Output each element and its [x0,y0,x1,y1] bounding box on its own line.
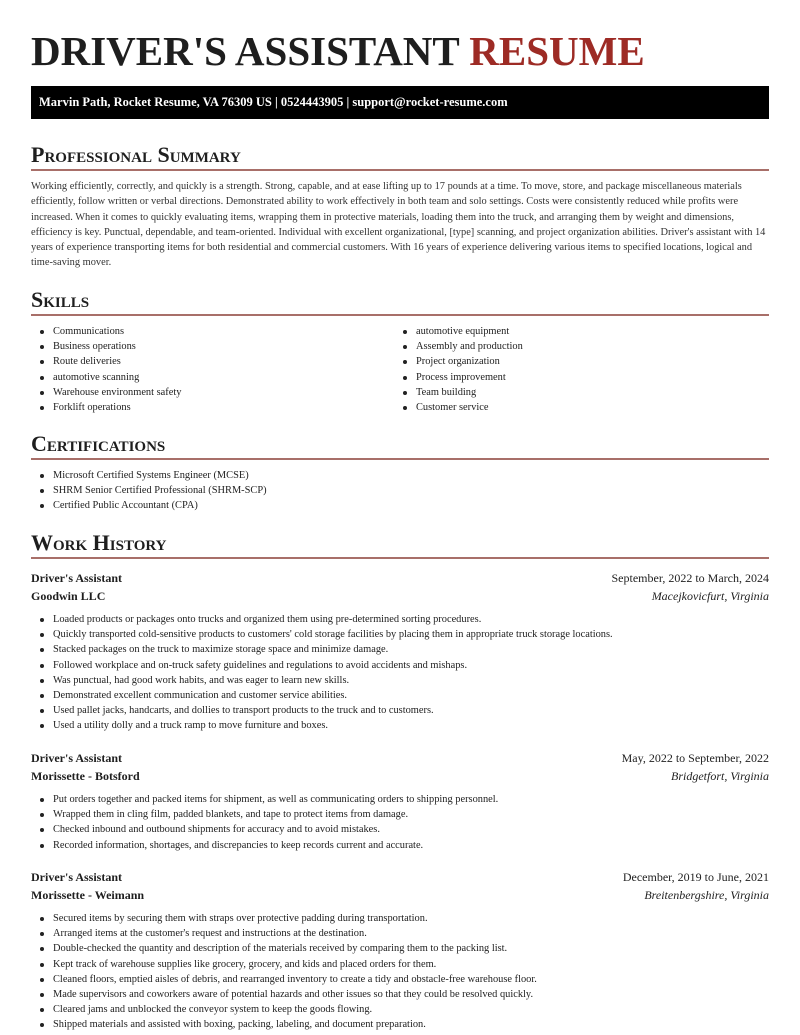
skill-item: Team building [394,385,757,400]
job-bullet: Quickly transported cold-sensitive products to customers' cold storage facilities by placing them in appropriate truck storage locations. [31,627,769,642]
job-bullet: Used a utility dolly and a truck ramp to move furniture and boxes. [31,718,769,733]
skill-item: Project organization [394,354,757,369]
certification-item: Certified Public Accountant (CPA) [31,498,769,513]
job-company: Goodwin LLC [31,589,106,603]
contact-bar: Marvin Path, Rocket Resume, VA 76309 US | 0524443905 | support@rocket-resume.com [31,86,769,119]
job-location: Bridgetfort, Virginia [671,769,769,783]
job-header-row [31,749,769,767]
job-bullet: Made supervisors and coworkers aware of potential hazards and other issues so that they could be resolved quickly. [31,987,769,1002]
skills-list-left [31,324,394,415]
job-bullet: Wrapped them in cling film, padded blankets, and tape to protect items from damage. [31,807,769,822]
job-bullet: Followed workplace and on-truck safety guidelines and regulations to avoid accidents and mishaps. [31,658,769,673]
skill-item: Customer service [394,400,757,415]
job-header-row [31,868,769,886]
work-history-heading: Work History [31,528,769,559]
job-bullets [31,911,769,1033]
certifications-heading: Certifications [31,429,769,460]
job-bullet: Cleared jams and unblocked the conveyor system to keep the goods flowing. [31,1002,769,1017]
job-bullet: Arranged items at the customer's request and instructions at the destination. [31,926,769,941]
job-bullet: Demonstrated excellent communication and customer service abilities. [31,688,769,703]
job-company-row [31,587,769,605]
job-entry [31,868,769,1033]
job-dates: September, 2022 to March, 2024 [611,571,769,585]
job-location: Macejkovicfurt, Virginia [651,589,769,603]
job-bullet: Recorded information, shortages, and discrepancies to keep records current and accurate. [31,838,769,853]
job-title: Driver's Assistant [31,751,122,765]
job-entry [31,749,769,853]
job-bullet: Shipped materials and assisted with boxing, packing, labeling, and document preparation. [31,1017,769,1032]
summary-heading: Professional Summary [31,140,769,171]
job-dates: December, 2019 to June, 2021 [622,870,769,884]
resume-page [0,0,800,119]
job-company-row [31,767,769,785]
certifications-section [31,429,769,514]
skill-item: Route deliveries [31,354,394,369]
skill-item: Business operations [31,339,394,354]
summary-text: Working efficiently, correctly, and quickly is a strength. Strong, capable, and at ease lifting up to 17 pounds at a time. To move, store, and package miscellaneous materials efficiently, follow written or verbal directions. Demonstrated ability to work effectively in both team and solo settings. Costs were consistently reduced while profits were increased. When it comes to quickly evaluating items, wrapping them in protective materials, loading them into the truck, and arranging them by weight and dimensions, efficiency is key. Punctual, dependable, and team-oriented. Individual with excellent organizational, [type] scanning, and project organization abilities. Driver's assistant with 14 years of experience transporting items for both residential and commercial customers. With 16 years of experience delivering various items to specified locations, logical and time-saving mover. [31,181,766,269]
job-bullet: Double-checked the quantity and description of the materials received by comparing them to the packing list. [31,941,769,956]
skill-item: automotive equipment [394,324,757,339]
job-header-row [31,569,769,587]
job-bullet: Put orders together and packed items for shipment, as well as communicating orders to shipping personnel. [31,792,769,807]
job-entry [31,569,769,734]
certification-item: Microsoft Certified Systems Engineer (MCSE) [31,468,769,483]
title-main: DRIVER'S ASSISTANT [31,28,460,74]
skill-item: Assembly and production [394,339,757,354]
certification-item: SHRM Senior Certified Professional (SHRM-SCP) [31,483,769,498]
skills-section [31,285,769,415]
job-bullet: Checked inbound and outbound shipments for accuracy and to avoid mistakes. [31,822,769,837]
summary-section [31,140,769,281]
job-bullet: Was punctual, had good work habits, and was eager to learn new skills. [31,673,769,688]
job-bullet: Loaded products or packages onto trucks and organized them using pre-determined sorting procedures. [31,612,769,627]
skill-item: Communications [31,324,394,339]
skills-list-right [394,324,757,415]
job-bullet: Cleaned floors, emptied aisles of debris, and rearranged inventory to create a tidy and obstacle-free warehouse floor. [31,972,769,987]
resume-title [31,0,769,74]
skill-item: Warehouse environment safety [31,385,394,400]
job-company: Morissette - Weimann [31,888,145,902]
job-title: Driver's Assistant [31,571,122,585]
job-bullets [31,792,769,853]
job-company-row [31,886,769,904]
certifications-list [31,468,769,514]
job-title: Driver's Assistant [31,870,122,884]
job-location: Breitenbergshire, Virginia [644,888,769,902]
skills-heading: Skills [31,285,769,316]
job-bullet: Secured items by securing them with straps over protective padding during transportation. [31,911,769,926]
job-bullet: Stacked packages on the truck to maximize storage space and minimize damage. [31,642,769,657]
skill-item: Forklift operations [31,400,394,415]
work-history-section [31,528,769,559]
skill-item: automotive scanning [31,370,394,385]
job-company: Morissette - Botsford [31,769,140,783]
skills-columns [31,324,769,415]
job-bullets [31,612,769,734]
title-accent: RESUME [469,28,645,74]
job-bullet: Kept track of warehouse supplies like grocery, grocery, and kids and placed orders for them. [31,957,769,972]
job-dates: May, 2022 to September, 2022 [621,751,769,765]
job-bullet: Used pallet jacks, handcarts, and dollies to transport products to the truck and to customers. [31,703,769,718]
skill-item: Process improvement [394,370,757,385]
